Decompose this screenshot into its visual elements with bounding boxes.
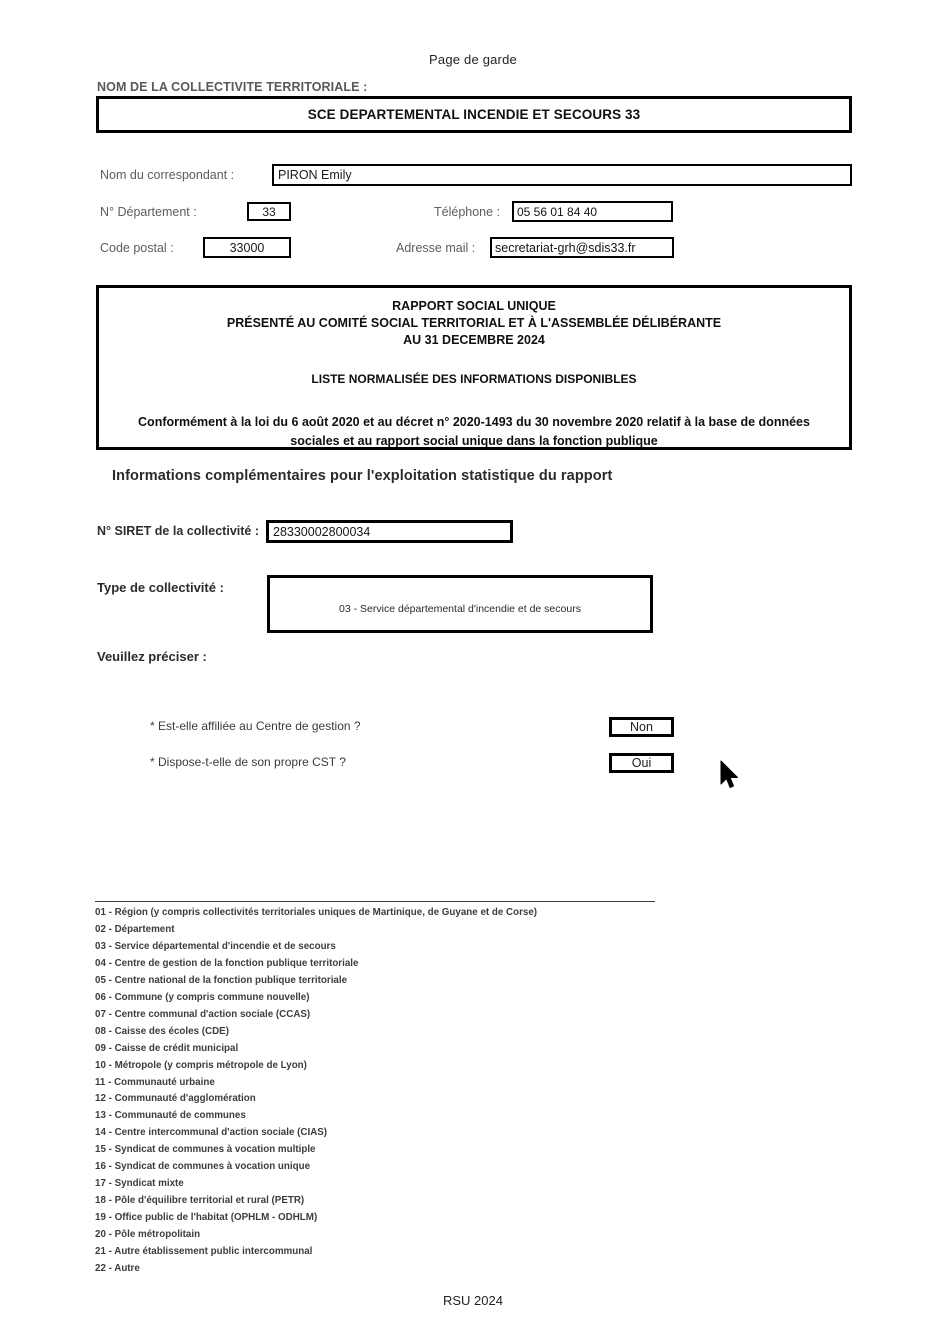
legend-item: 12 - Communauté d'agglomération [95, 1093, 256, 1105]
phone-value: 05 56 01 84 40 [517, 204, 598, 219]
question-own-cst-label: * Dispose-t-elle de son propre CST ? [150, 755, 346, 769]
phone-label: Téléphone : [434, 205, 501, 219]
department-number-value: 33 [262, 204, 276, 219]
legend-item: 20 - Pôle métropolitain [95, 1229, 201, 1241]
page-footer-text: RSU 2024 [443, 1293, 503, 1308]
question-own-cst-answer[interactable] [609, 753, 674, 773]
correspondent-label: Nom du correspondant : [100, 168, 235, 182]
siret-input[interactable] [266, 520, 513, 543]
siret-label: N° SIRET de la collectivité : [97, 524, 259, 538]
email-label: Adresse mail : [396, 241, 476, 255]
correspondent-value: PIRON Emily [278, 168, 352, 182]
legend-item: 16 - Syndicat de communes à vocation unique [95, 1161, 311, 1173]
legend-item: 07 - Centre communal d'action sociale (CCAS) [95, 1008, 311, 1020]
report-legal-text: Conformément à la loi du 6 août 2020 et au décret n° 2020-1493 du 30 novembre 2020 relatif à la base de données sociales et au rapport social unique dans la fonction publique [138, 415, 810, 448]
postal-code-label: Code postal : [100, 241, 174, 255]
collectivity-type-select[interactable] [267, 575, 653, 633]
department-number-input[interactable] [247, 202, 291, 221]
report-title-line-2: PRÉSENTÉ AU COMITÉ SOCIAL TERRITORIAL ET À L'ASSEMBLÉE DÉLIBÉRANTE [226, 316, 722, 330]
email-value: secretariat-grh@sdis33.fr [495, 240, 636, 255]
legend-item: 19 - Office public de l'habitat (OPHLM - ODHLM) [95, 1212, 318, 1224]
legend-item: 06 - Commune (y compris commune nouvelle) [95, 991, 310, 1003]
legend-item: 01 - Région (y compris collectivités territoriales uniques de Martinique, de Guyane et de Corse) [95, 907, 538, 918]
postal-code-input[interactable] [203, 237, 291, 258]
legend-item: 03 - Service départemental d'incendie et de secours [95, 940, 336, 952]
postal-code-value: 33000 [229, 240, 265, 255]
legend-divider [95, 901, 655, 902]
legend-item: 14 - Centre intercommunal d'action sociale (CIAS) [95, 1127, 328, 1139]
report-title-block [96, 285, 852, 450]
legend-item: 04 - Centre de gestion de la fonction publique territoriale [95, 957, 359, 969]
collectivity-name-label: NOM DE LA COLLECTIVITE TERRITORIALE : [97, 80, 368, 94]
department-number-label: N° Département : [100, 205, 197, 219]
collectivity-name-field[interactable] [96, 96, 852, 133]
legend-item: 02 - Département [95, 923, 175, 935]
report-title-line-1: RAPPORT SOCIAL UNIQUE [392, 299, 556, 313]
legend-item: 05 - Centre national de la fonction publique territoriale [95, 974, 348, 986]
collectivity-type-label: Type de collectivité : [97, 580, 224, 595]
siret-value: 28330002800034 [273, 524, 371, 539]
email-input[interactable] [490, 237, 674, 258]
legend-item: 08 - Caisse des écoles (CDE) [95, 1025, 229, 1037]
report-subtitle: LISTE NORMALISÉE DES INFORMATIONS DISPONIBLES [311, 372, 637, 386]
question-own-cst-answer-value: Oui [631, 756, 652, 770]
legend-item: 22 - Autre [95, 1263, 140, 1275]
correspondent-input[interactable] [272, 164, 852, 186]
question-affiliation-label: * Est-elle affiliée au Centre de gestion ? [150, 719, 361, 733]
page-header-title: Page de garde [429, 52, 517, 67]
legend-item: 21 - Autre établissement public intercommunal [95, 1246, 313, 1258]
collectivity-type-value: 03 - Service départemental d'incendie et de secours [339, 603, 581, 615]
legend-item: 09 - Caisse de crédit municipal [95, 1042, 239, 1054]
collectivity-type-legend [95, 905, 695, 1278]
collectivity-name-value: SCE DEPARTEMENTAL INCENDIE ET SECOURS 33 [307, 107, 641, 122]
question-affiliation-answer-value: Non [630, 720, 653, 734]
legend-item: 11 - Communauté urbaine [95, 1076, 215, 1088]
legend-item: 17 - Syndicat mixte [95, 1178, 184, 1190]
question-affiliation-answer[interactable] [609, 717, 674, 737]
legend-item: 18 - Pôle d'équilibre territorial et rural (PETR) [95, 1195, 305, 1207]
veuillez-preciser-heading: Veuillez préciser : [97, 649, 207, 664]
legend-item: 15 - Syndicat de communes à vocation multiple [95, 1144, 316, 1156]
phone-input[interactable] [512, 201, 673, 222]
legend-item: 10 - Métropole (y compris métropole de Lyon) [95, 1059, 307, 1071]
report-title-line-3: AU 31 DECEMBRE 2024 [403, 333, 545, 347]
complementary-info-heading: Informations complémentaires pour l'exploitation statistique du rapport [112, 468, 613, 484]
mouse-cursor-icon [719, 760, 741, 792]
legend-item: 13 - Communauté de communes [95, 1110, 246, 1122]
